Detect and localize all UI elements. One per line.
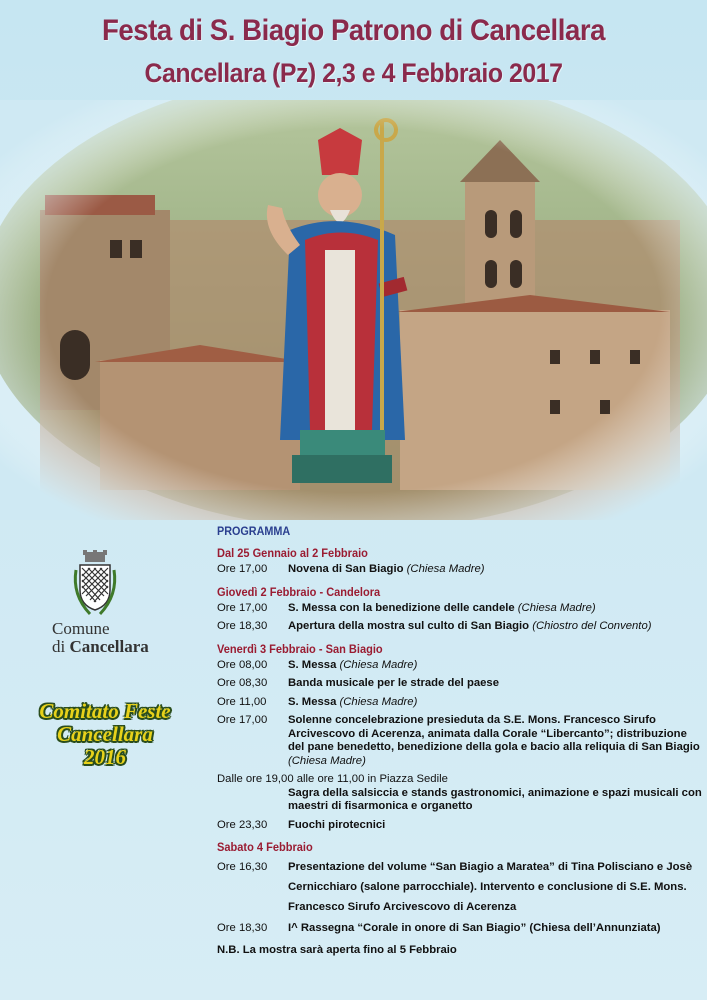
event-time: Ore 08,30 (217, 677, 268, 689)
event-place: (Chiesa Madre) (339, 658, 418, 671)
programma (217, 524, 702, 956)
event-text: S. Messa (288, 695, 337, 708)
day-heading: Dal 25 Gennaio al 2 Febbraio (217, 546, 368, 560)
comitato-feste-logo (15, 700, 195, 769)
comune-line-2-name: Cancellara (69, 637, 149, 656)
dalle-line: Dalle ore 19,00 alle ore 11,00 in Piazza Sedile (217, 773, 448, 785)
event-time: Ore 11,00 (217, 695, 267, 708)
coat-of-arms-icon (70, 550, 120, 620)
comitato-line-3: 2016 (84, 745, 126, 769)
event-time: Ore 23,30 (217, 818, 268, 831)
footnote: N.B. La mostra sarà aperta fino al 5 Febbraio (217, 943, 457, 956)
event-time: Ore 17,00 (217, 714, 268, 726)
event-desc (288, 602, 702, 616)
event-text: Presentazione del volume “San Biagio a Maratea” di Tina Polisciano e Josè Cernicchiaro (salone parrocchiale). Intervento e conclusione di S.E. Mons. Francesco Sirufo Arcivescovo di Acerenza (288, 861, 693, 913)
day-heading: Sabato 4 Febbraio (217, 840, 313, 854)
comune-line-2 (52, 638, 162, 656)
event-desc (288, 819, 702, 833)
event-place: (Chiesa Madre) (288, 754, 366, 767)
comune-line-2-prefix: di (52, 637, 70, 656)
event-row (217, 659, 702, 673)
event-desc (288, 677, 702, 691)
event-row (217, 696, 702, 710)
event-row (217, 857, 702, 917)
event-row (217, 563, 702, 577)
event-desc (288, 659, 702, 673)
poster-title: Festa di S. Biagio Patrono di Cancellara (101, 14, 606, 47)
event-place: (Chiesa Madre) (339, 695, 418, 708)
event-place: (Chiesa Madre) (406, 563, 485, 575)
event-desc (288, 696, 702, 710)
event-time: Ore 16,30 (217, 861, 268, 873)
event-desc (288, 714, 702, 768)
event-time: Ore 08,00 (217, 658, 268, 671)
comune-line-1: Comune (52, 619, 110, 638)
event-place: (Chiostro del Convento) (532, 620, 652, 632)
event-time: Ore 17,00 (217, 601, 268, 614)
event-time: Ore 18,30 (217, 620, 268, 632)
event-text: Apertura della mostra sul culto di San Biagio (288, 620, 530, 632)
comitato-line-2: Cancellara (57, 722, 153, 746)
event-text: Novena di San Biagio (288, 563, 404, 575)
comitato-line-1: Comitato Feste (39, 699, 171, 723)
dalle-description: Sagra della salsiccia e stands gastronomici, animazione e spazi musicali con maestri di fisarmonica e organetto (288, 786, 702, 812)
event-text: I^ Rassegna “Corale in onore di San Biagio” (Chiesa dell’Annunziata) (288, 922, 661, 934)
event-text: Banda musicale per le strade del paese (288, 677, 499, 689)
event-time: Ore 17,00 (217, 563, 268, 575)
event-row (217, 677, 702, 691)
event-desc (288, 620, 702, 634)
comune-label (52, 620, 162, 656)
event-desc (288, 857, 702, 917)
event-time: Ore 18,30 (217, 922, 268, 934)
event-desc (288, 563, 702, 577)
programma-heading: PROGRAMMA (217, 524, 291, 538)
event-row (217, 620, 702, 634)
poster-subtitle: Cancellara (Pz) 2,3 e 4 Febbraio 2017 (144, 58, 563, 88)
event-row (217, 714, 702, 768)
event-row (217, 819, 702, 833)
event-text: Fuochi pirotecnici (288, 818, 386, 831)
day-heading: Giovedì 2 Febbraio - Candelora (217, 584, 381, 599)
event-row (217, 922, 702, 936)
event-row (217, 602, 702, 616)
event-text: S. Messa (288, 658, 337, 671)
event-place: (Chiesa Madre) (517, 601, 596, 614)
event-text: Solenne concelebrazione presieduta da S.E. Mons. Francesco Sirufo Arcivescovo di Acerenza, animata dalla Corale “Libercanto”; distribuzione del pane benedetto, benedizione della gola e bacio alla reliquia di San Biagio (288, 714, 700, 753)
event-text: S. Messa con la benedizione delle candele (288, 601, 515, 614)
day-heading: Venerdì 3 Febbraio - San Biagio (217, 641, 383, 656)
event-desc (288, 922, 702, 936)
saint-and-village-photo (0, 100, 707, 520)
